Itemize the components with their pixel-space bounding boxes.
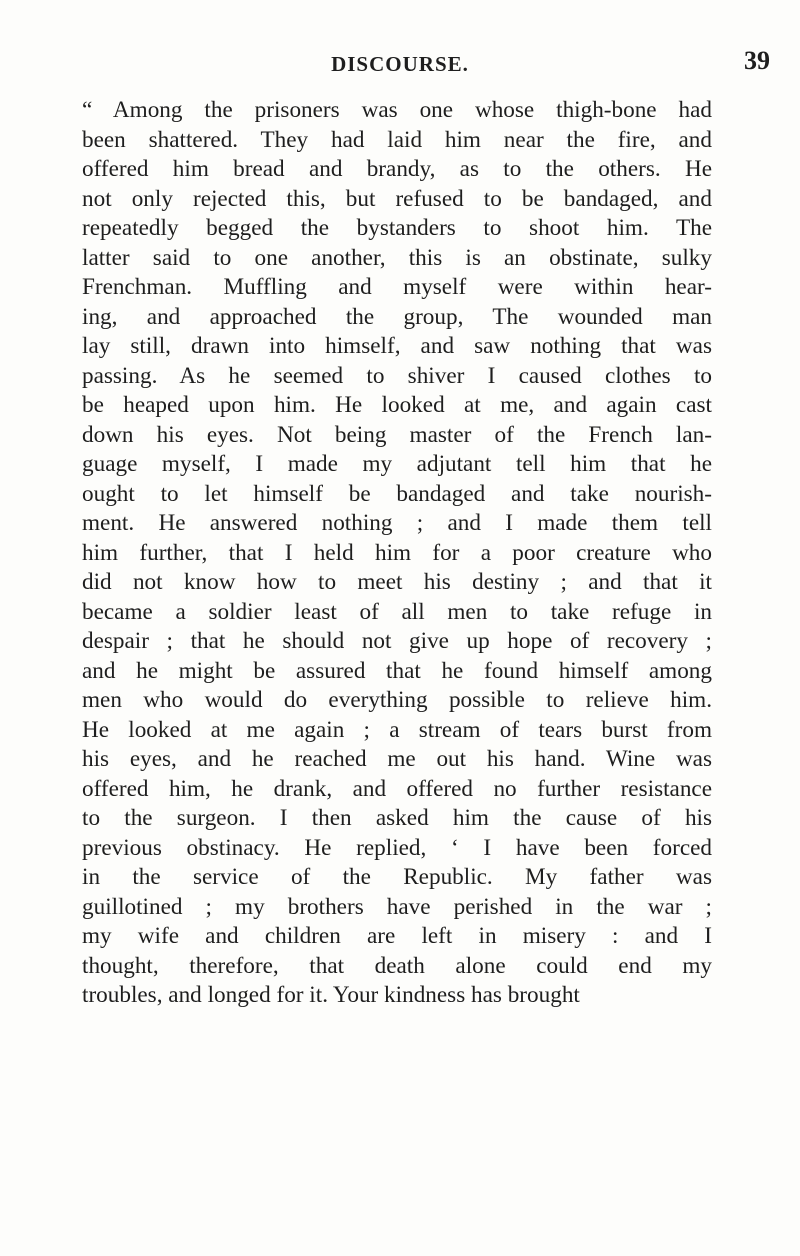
text-line: men who would do everything possible to relieve him. <box>82 687 712 713</box>
text-line: be heaped upon him. He looked at me, and again cast <box>82 392 712 418</box>
text-line: guillotined ; my brothers have perished in the war ; <box>82 893 712 920</box>
text-line: not only rejected this, but refused to be bandaged, and <box>82 185 712 212</box>
text-line: lay still, drawn into himself, and saw nothing that was <box>82 333 712 359</box>
text-line: offered him bread and brandy, as to the others. He <box>82 156 712 182</box>
text-line: and he might be assured that he found himself among <box>82 657 712 684</box>
text-line: guage myself, I made my adjutant tell him that he <box>82 451 712 477</box>
text-line: in the service of the Republic. My father was <box>82 864 712 890</box>
running-title: DISCOURSE. <box>331 52 469 76</box>
text-line: his eyes, and he reached me out his hand. Wine was <box>82 746 712 772</box>
text-line: thought, therefore, that death alone could end my <box>82 952 712 979</box>
text-line: “ Among the prisoners was one whose thigh-bone had <box>82 97 712 123</box>
page-number: 39 <box>744 46 770 75</box>
text-line: despair ; that he should not give up hope of recovery ; <box>82 628 712 654</box>
text-line: ment. He answered nothing ; and I made them tell <box>82 510 712 536</box>
text-line: did not know how to meet his destiny ; and that it <box>82 569 712 595</box>
running-head <box>30 46 770 86</box>
text-line: my wife and children are left in misery : and I <box>82 923 712 949</box>
text-line: passing. As he seemed to shiver I caused clothes to <box>82 362 712 389</box>
text-line: down his eyes. Not being master of the French lan- <box>82 421 712 448</box>
text-line: repeatedly begged the bystanders to shoot him. The <box>82 215 712 241</box>
text-line: ing, and approached the group, The wounded man <box>82 303 712 330</box>
text-line: ought to let himself be bandaged and take nourish- <box>82 480 712 507</box>
text-line: Frenchman. Muffling and myself were within hear- <box>82 274 712 300</box>
text-line: to the surgeon. I then asked him the cause of his <box>82 805 712 831</box>
text-line: troubles, and longed for it. Your kindness has brought <box>82 982 580 1008</box>
text-line: He looked at me again ; a stream of tears burst from <box>82 716 712 743</box>
text-line: latter said to one another, this is an obstinate, sulky <box>82 244 712 271</box>
text-line: became a soldier least of all men to take refuge in <box>82 598 712 625</box>
text-line: been shattered. They had laid him near the fire, and <box>82 126 712 153</box>
body-paragraph <box>82 96 712 1011</box>
text-line: him further, that I held him for a poor creature who <box>82 539 712 566</box>
text-line: previous obstinacy. He replied, ‘ I have been forced <box>82 834 712 861</box>
text-line: offered him, he drank, and offered no further resistance <box>82 775 712 802</box>
